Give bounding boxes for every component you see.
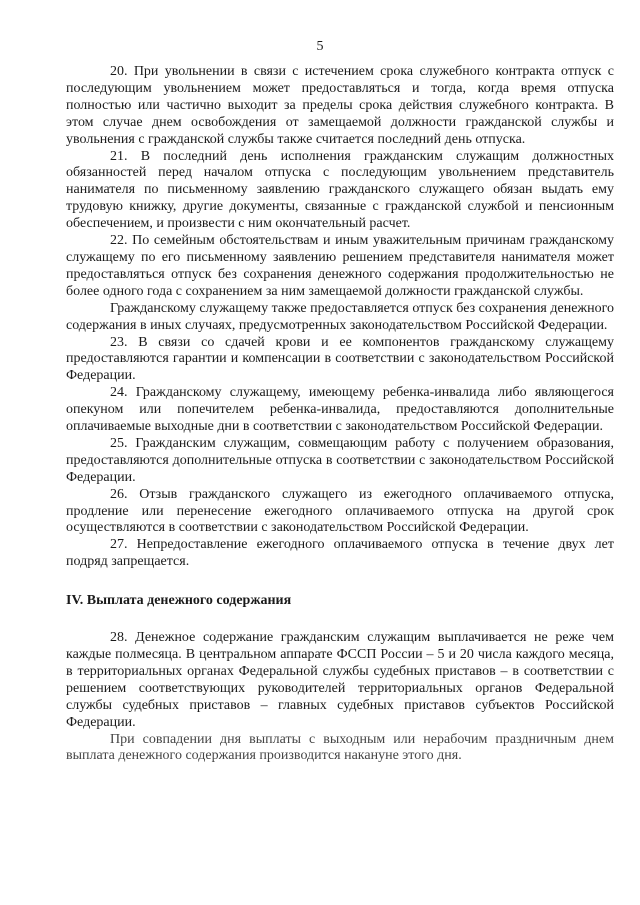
paragraph-27: 27. Непредоставление ежегодного оплачиваемого отпуска в течение двух лет подряд запрещается.: [66, 537, 614, 570]
paragraph-21: 21. В последний день исполнения гражданским служащим должностных обязанностей перед началом отпуска с последующим увольнением представитель нанимателя по письменному заявлению гражданского служащего обязан выдать ему трудовую книжку, другие документы, связанные с гражданской службой и пенсионным обеспечением, и произвести с ним окончательный расчет.: [66, 148, 614, 232]
section-heading: IV. Выплата денежного содержания: [66, 593, 292, 609]
paragraph-28: 28. Денежное содержание гражданским служащим выплачивается не реже чем каждые полмесяца. В центральном аппарате ФССП России – 5 и 20 числа каждого месяца, в территориальных органах Федеральной службы судебных приставов – в соответствии с решением соответствующих руководителей территориальных органов Федеральной службы судебных приставов – главных судебных приставов субъектов Российской Федерации.: [66, 630, 614, 730]
paragraph-25: 25. Гражданским служащим, совмещающим работу с получением образования, предоставляются дополнительные отпуска в соответствии с законодательством Российской Федерации.: [66, 435, 614, 485]
paragraph-26: 26. Отзыв гражданского служащего из ежегодного оплачиваемого отпуска, продление или перенесение ежегодного оплачиваемого отпуска на другой срок осуществляются в соответствии с законодательством Российской Федерации.: [66, 486, 614, 536]
paragraph-22: 22. По семейным обстоятельствам и иным уважительным причинам гражданскому служащему по его письменному заявлению решением представителя нанимателя может предоставляться отпуск без сохранения денежного содержания продолжительностью не более одного года с сохранением за ним замещаемой должности гражданской службы.: [66, 233, 614, 299]
document-body: [66, 64, 614, 765]
paragraph-24: 24. Гражданскому служащему, имеющему ребенка-инвалида либо являющегося опекуном или попечителем ребенка-инвалида, предоставляются дополнительные оплачиваемые выходные дни в соответствии с законодательством Российской Федерации.: [66, 385, 614, 435]
page-number: 5: [316, 39, 324, 54]
paragraph-23: 23. В связи со сдачей крови и ее компонентов гражданскому служащему предоставляются гарантии и компенсации в соответствии с законодательством Российской Федерации.: [66, 334, 614, 384]
paragraph-22-continued: Гражданскому служащему также предоставляется отпуск без сохранения денежного содержания в иных случаях, предусмотренных законодательством Российской Федерации.: [66, 300, 614, 333]
paragraph-20: 20. При увольнении в связи с истечением срока служебного контракта отпуск с последующим увольнением может предоставляться и тогда, когда время отпуска полностью или частично выходит за пределы срока действия служебного контракта. В этом случае днем освобождения от замещаемой должности гражданской службы и увольнения с гражданской службы также считается последний день отпуска.: [66, 64, 614, 147]
paragraph-28-continued: При совпадении дня выплаты с выходным или нерабочим праздничным днем выплата денежного содержания производится накануне этого дня.: [66, 731, 614, 764]
